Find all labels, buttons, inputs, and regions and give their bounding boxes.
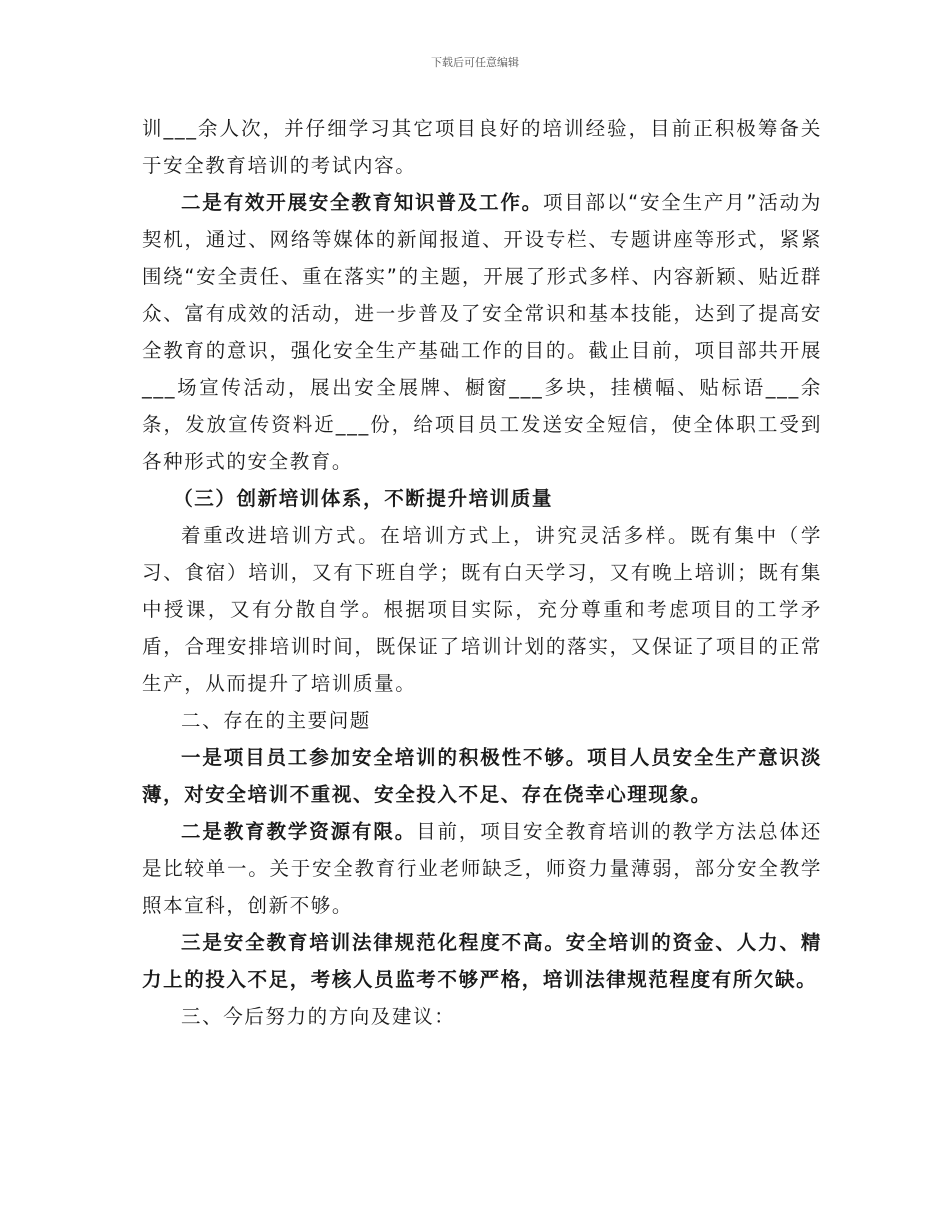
paragraph-5 — [142, 813, 822, 924]
paragraph-lead: 二是有效开展安全教育知识普及工作。 — [181, 191, 543, 214]
paragraph-2 — [142, 184, 822, 480]
section-heading-future: 三、今后努力的方向及建议： — [181, 1005, 456, 1028]
paragraph-text: 项目部以“安全生产月”活动为契机，通过、网络等媒体的新闻报道、开设专栏、专题讲座等形式，紧紧围绕“安全责任、重在落实”的主题，开展了形式多样、内容新颖、贴近群众、富有成效的活动，进一步普及了安全常识和基本技能，达到了提高安全教育的意识，强化安全生产基础工作的目的。截止目前，项目部共开展___场宣传活动，展出安全展牌、橱窗___多块，挂横幅、贴标语___余条，发放宣传资料近___份，给项目员工发送安全短信，使全体职工受到各种形式的安全教育。 — [142, 191, 823, 473]
paragraph-6 — [142, 924, 822, 998]
paragraph-text: 训___余人次，并仔细学习其它项目良好的培训经验，目前正积极筹备关于安全教育培训的考试内容。 — [142, 117, 822, 177]
document-body — [142, 110, 822, 1035]
paragraph-1 — [142, 110, 822, 184]
paragraph-lead: 一是项目员工参加安全培训的积极性不够。项目人员安全生产意识淡薄，对安全培训不重视、安全投入不足、存在侥幸心理现象。 — [142, 746, 822, 806]
section-heading-3: （三）创新培训体系，不断提升培训质量 — [173, 487, 553, 510]
paragraph-4 — [142, 739, 822, 813]
section-heading-issues: 二、存在的主要问题 — [181, 709, 371, 732]
paragraph-text: 着重改进培训方式。在培训方式上，讲究灵活多样。既有集中（学习、食宿）培训，又有下班自学；既有白天学习，又有晚上培训；既有集中授课，又有分散自学。根据项目实际，充分尊重和考虑项目的工学矛盾，合理安排培训时间，既保证了培训计划的落实，又保证了项目的正常生产，从而提升了培训质量。 — [142, 524, 822, 695]
paragraph-3 — [142, 517, 822, 702]
page-header: 下载后可任意编辑 — [431, 56, 519, 69]
paragraph-lead: 三是安全教育培训法律规范化程度不高。安全培训的资金、人力、精力上的投入不足，考核人员监考不够严格，培训法律规范程度有所欠缺。 — [142, 931, 822, 991]
paragraph-lead: 二是教育教学资源有限。 — [181, 820, 417, 843]
paragraph-text: 目前，项目安全教育培训的教学方法总体还是比较单一。关于安全教育行业老师缺乏，师资力量薄弱，部分安全教学照本宣科，创新不够。 — [142, 820, 822, 917]
